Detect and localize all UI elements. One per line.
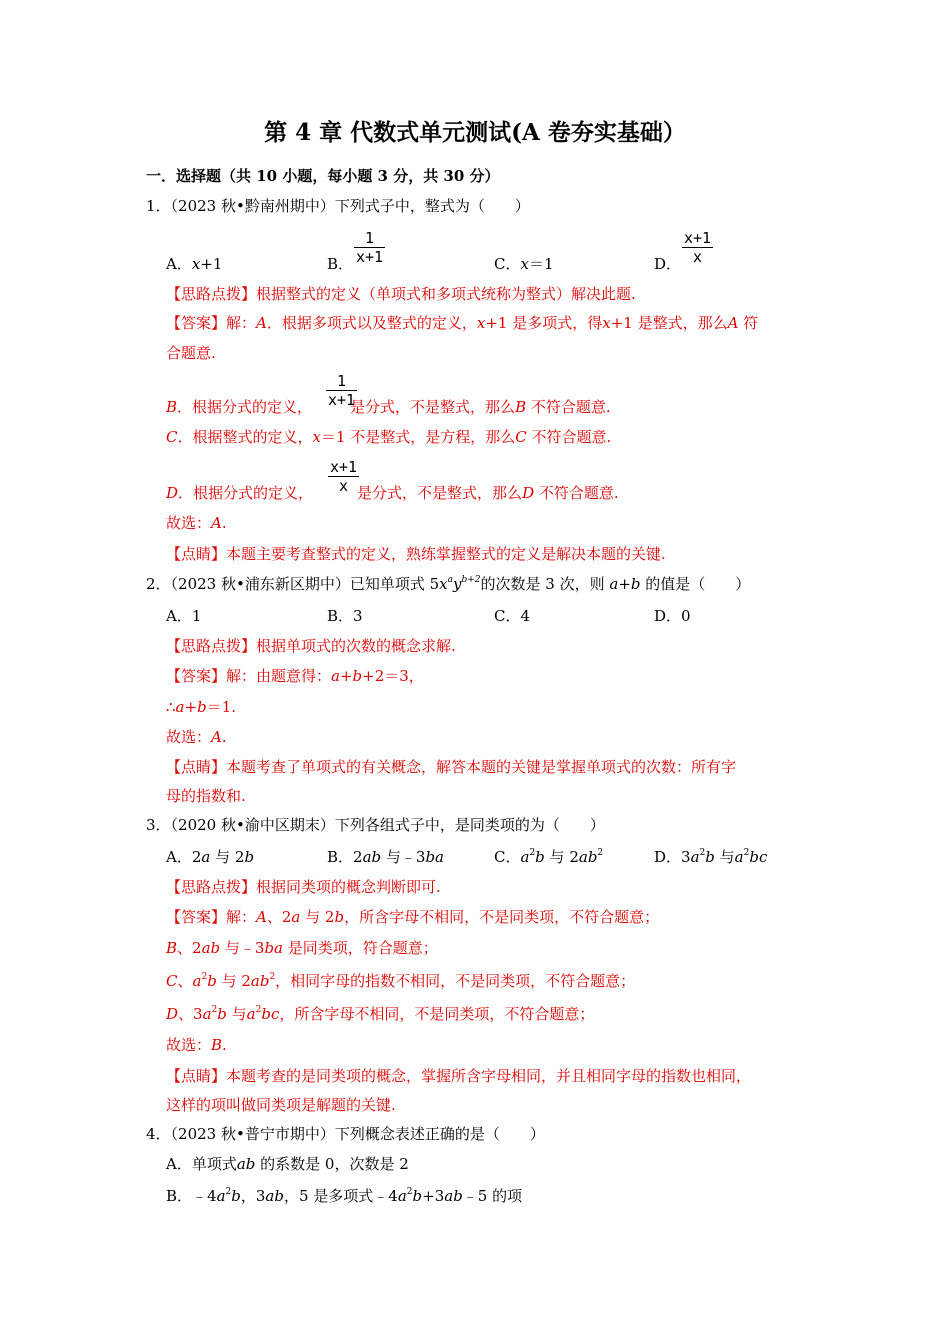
- q2-option-d: D．0: [654, 607, 691, 625]
- q3-answer: 【答案】解：A、2a 与 2b，所含字母不相同，不是同类项，不符合题意；: [166, 908, 660, 926]
- q2-hint: 【思路点拨】根据单项式的次数的概念求解.: [166, 637, 456, 655]
- q1-explain-d: D．根据分式的定义， 是分式，不是整式，那么D 不符合题意.: [166, 484, 619, 502]
- q4-option-b: B．$﹣4a^2b$，3ab，5 是多项式$﹣4a^2b+3ab﹣5$ 的项: [166, 1187, 523, 1205]
- q1-option-b-label: B．: [327, 255, 354, 273]
- q4-stem: 4．（2023 秋•普宁市期中）下列概念表述正确的是（ ）: [146, 1125, 545, 1143]
- q3-stem: 3．（2020 秋•渝中区期末）下列各组式子中，是同类项的为（ ）: [146, 816, 605, 834]
- q1-hint: 【思路点拨】根据整式的定义（单项式和多项式统称为整式）解决此题.: [166, 285, 636, 303]
- q1-choice: 故选：A.: [166, 514, 227, 532]
- q1-option-b-fraction: $\frac{1}{x+1}$: [356, 229, 384, 266]
- q2-stem: 2．（2023 秋•浦东新区期中）已知单项式 $5x^ay^{b+2}$的次数是 3 次，则 a+b 的值是（ ）: [146, 575, 751, 593]
- q2-therefore: ∴a+b＝1.: [166, 698, 236, 716]
- q1-stem: 1．（2023 秋•黔南州期中）下列式子中，整式为（ ）: [146, 197, 530, 215]
- q1-option-d-label: D．: [654, 255, 682, 273]
- q1-explain-b-fraction: $\frac{1}{x+1}$: [328, 372, 356, 409]
- q3-option-a: A．2a 与 2b: [166, 848, 255, 866]
- q3-comment-cont: 这样的项叫做同类项是解题的关键.: [166, 1096, 396, 1114]
- q3-explain-c: C、$a^2b$ 与 $2ab^2$，相同字母的指数不相同，不是同类项，不符合题意；: [166, 972, 636, 990]
- q3-option-c: C．$a^2b$ 与 $2ab^2$: [494, 848, 604, 866]
- q2-option-c: C．4: [494, 607, 531, 625]
- q2-option-a: A．1: [166, 607, 202, 625]
- q3-explain-d: D、$3a^2b$ 与$a^2bc$，所含字母不相同，不是同类项，不符合题意；: [166, 1005, 595, 1023]
- q3-comment: 【点睛】本题考查的是同类项的概念，掌握所含字母相同，并且相同字母的指数也相同，: [166, 1067, 752, 1085]
- q3-choice: 故选：B.: [166, 1036, 227, 1054]
- q2-answer: 【答案】解：由题意得：a+b+2＝3，: [166, 667, 424, 685]
- q2-comment: 【点睛】本题考查了单项式的有关概念，解答本题的关键是掌握单项式的次数：所有字: [166, 758, 737, 776]
- q3-option-d: D．$3a^2b$ 与$a^2bc$: [654, 848, 768, 866]
- q1-explain-d-fraction: $\frac{x+1}{x}$: [330, 458, 358, 495]
- q1-explain-b: B．根据分式的定义， 是分式，不是整式，那么B 不符合题意.: [166, 398, 611, 416]
- q1-comment: 【点睛】本题主要考查整式的定义，熟练掌握整式的定义是解决本题的关键.: [166, 545, 666, 563]
- q1-option-c: C．x＝1: [494, 255, 554, 273]
- q4-option-a: A．单项式ab 的系数是 0，次数是 2: [166, 1155, 409, 1173]
- q3-option-b: B．2ab 与﹣3ba: [327, 848, 444, 866]
- page-title: 第 4 章 代数式单元测试(A 卷夯实基础）: [264, 119, 686, 146]
- q1-explain-c: C．根据整式的定义，x＝1 不是整式，是方程，那么C 不符合题意.: [166, 428, 612, 446]
- q1-answer-cont: 合题意.: [166, 344, 216, 362]
- q1-option-a: A．x+1: [166, 255, 223, 273]
- section-heading: 一．选择题（共 10 小题，每小题 3 分，共 30 分）: [146, 167, 500, 185]
- q3-explain-b: B、2ab 与﹣3ba 是同类项，符合题意；: [166, 939, 438, 957]
- q2-choice: 故选：A.: [166, 728, 227, 746]
- q2-option-b: B．3: [327, 607, 363, 625]
- q1-answer: 【答案】解：A．根据多项式以及整式的定义，x+1 是多项式，得x+1 是整式，那么A 符: [166, 314, 759, 332]
- q1-option-d-fraction: $\frac{x+1}{x}$: [684, 229, 712, 266]
- q3-hint: 【思路点拨】根据同类项的概念判断即可.: [166, 878, 441, 896]
- q2-comment-cont: 母的指数和.: [166, 787, 246, 805]
